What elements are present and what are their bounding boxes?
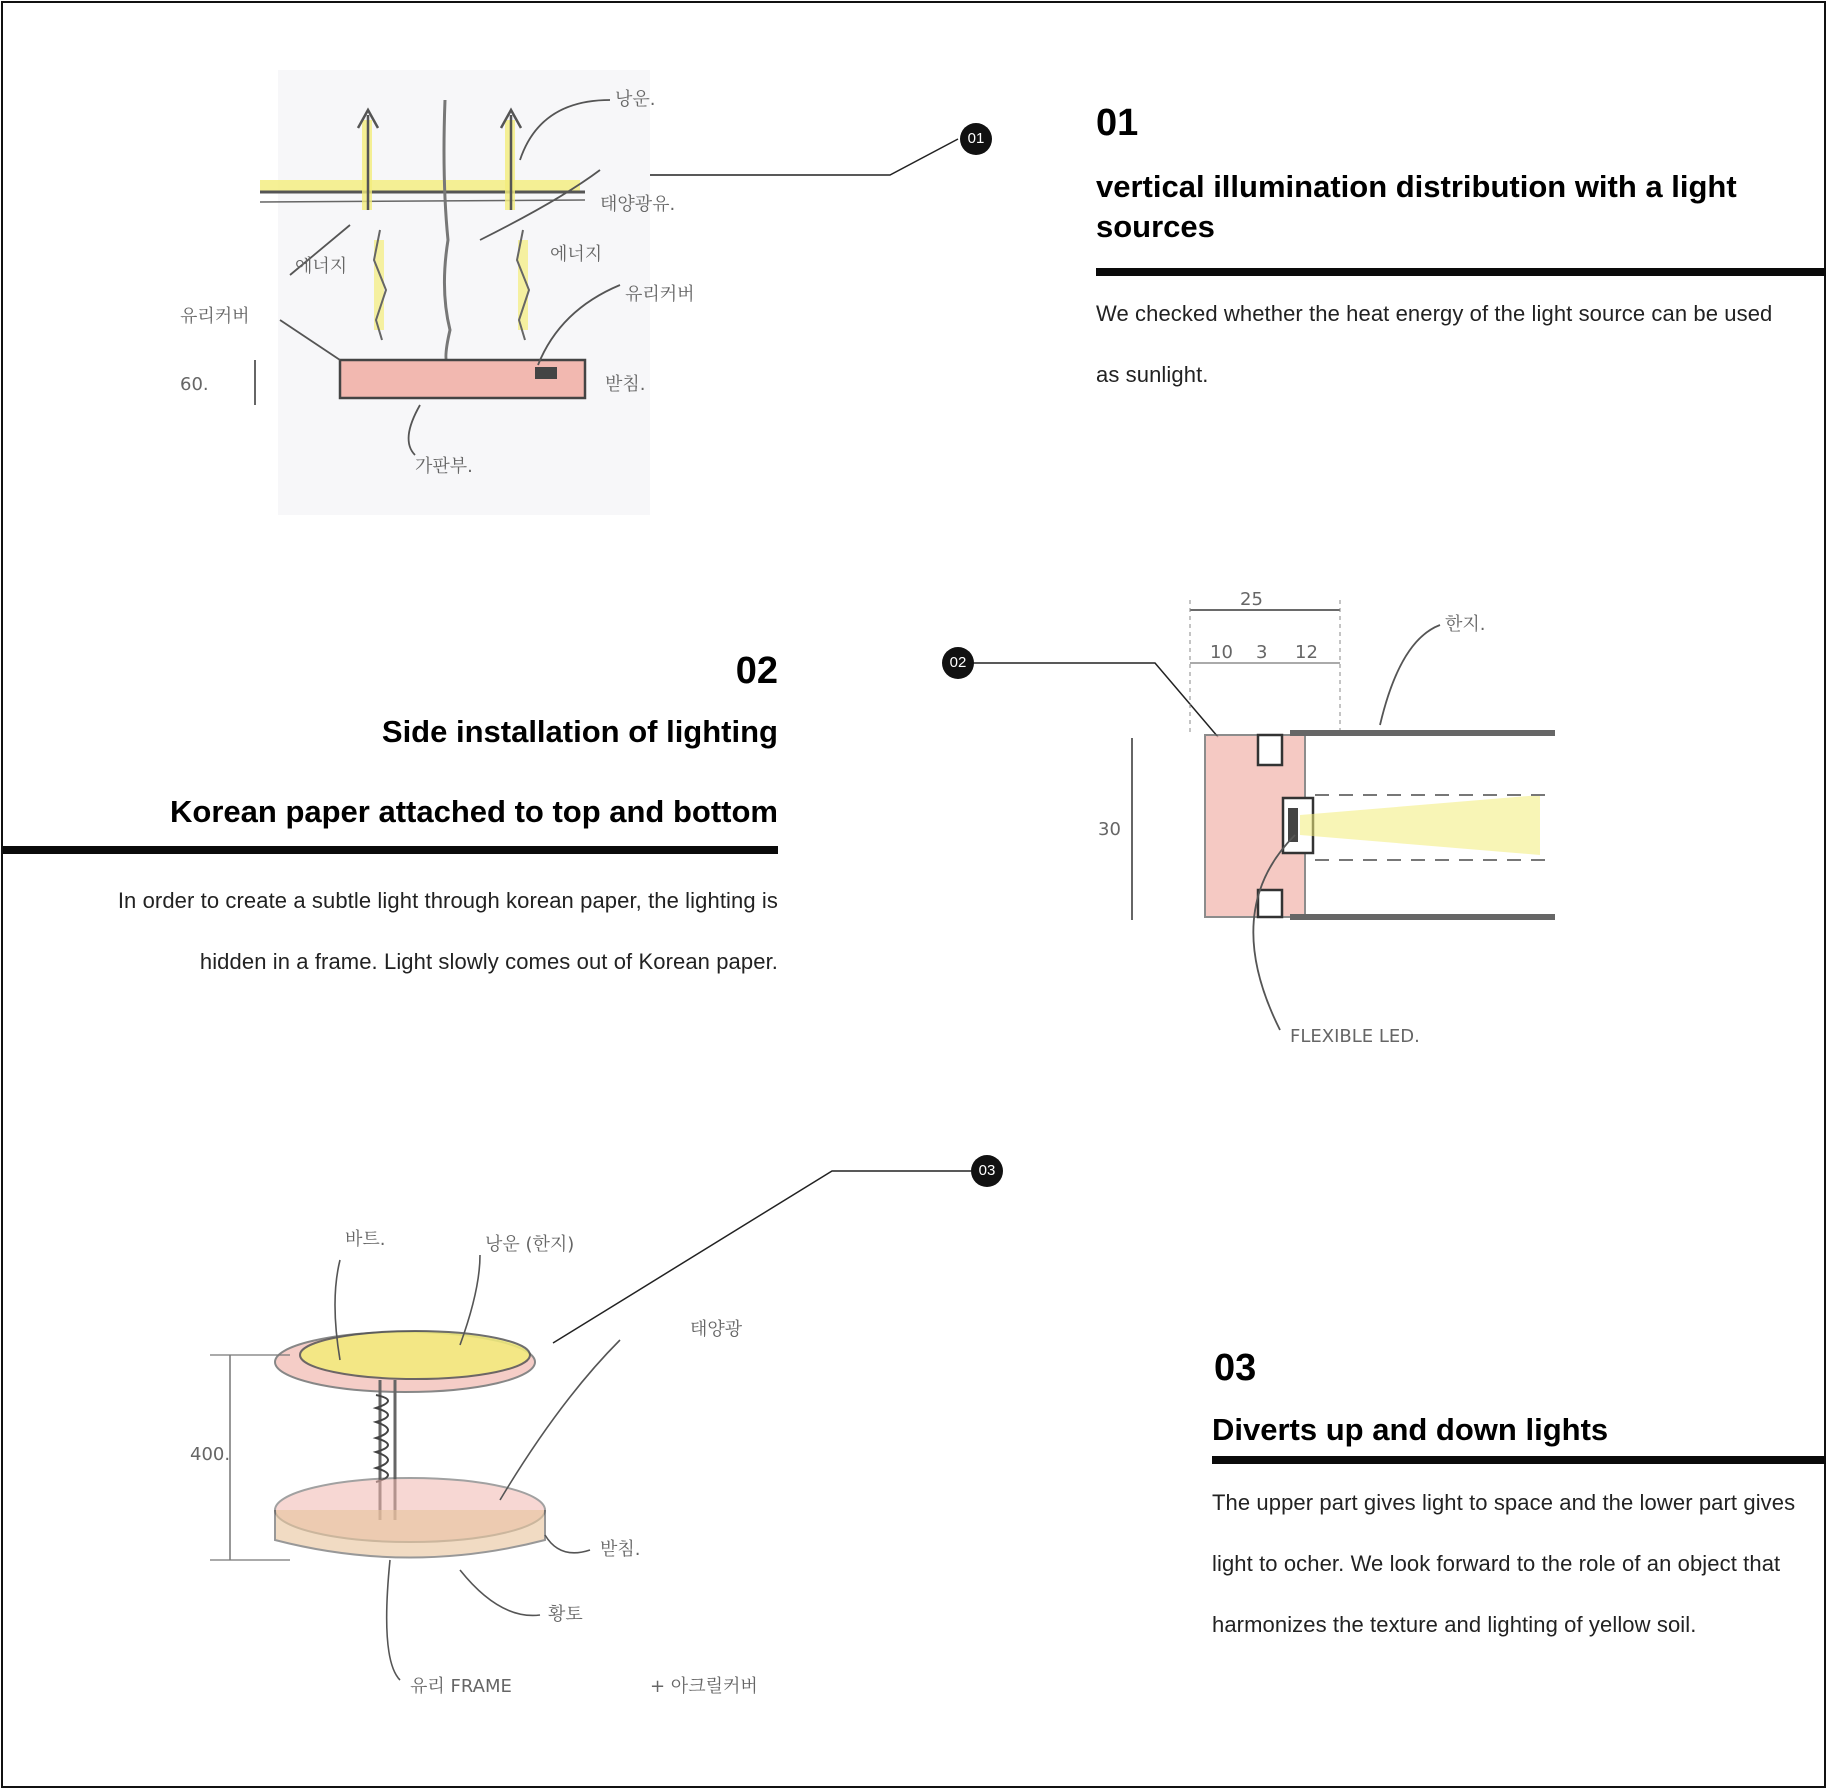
sketch-02-curve-top (1380, 625, 1440, 725)
sketch-02-label-3: 12 (1295, 642, 1318, 663)
section-01-rule (1096, 268, 1826, 276)
sketch-03-bottom-disc-side (275, 1510, 545, 1558)
sketch-02-slot-top (1258, 735, 1282, 765)
callout-badge-02: 02 (942, 647, 974, 679)
sketch-02-light-beam (1300, 795, 1540, 855)
section-01-number: 01 (1096, 102, 1139, 144)
sketch-03-label-7: + 아크릴커버 (650, 1676, 758, 1697)
sketch-02-label-5: 30 (1098, 819, 1121, 840)
sketch-02-label-4: 한지. (1445, 614, 1486, 635)
sketch-03-perspective-drawing (180, 1180, 860, 1720)
sketch-02-label-2: 3 (1256, 642, 1268, 663)
sketch-01-label-7: 받침. (605, 374, 646, 395)
sketch-03-coil (376, 1395, 388, 1482)
sketch-02-label-1: 10 (1210, 642, 1233, 663)
sketch-03-label-3: 400. (190, 1444, 231, 1465)
sketch-01-label-2: 에너지 (295, 256, 348, 277)
section-03-rule (1212, 1456, 1826, 1464)
sketch-01-label-1: 태양광유. (600, 194, 676, 215)
sketch-03-leader-5 (460, 1570, 540, 1615)
sketch-03-label-6: 유리 FRAME (410, 1676, 512, 1697)
sketch-03-label-1: 낭운 (한지) (485, 1234, 575, 1255)
section-02-body: In order to create a subtle light through korean paper, the lighting is hidden in a frame. Light slowly comes out of Korean paper. (117, 888, 778, 974)
sketch-01-label-0: 낭운. (615, 89, 656, 110)
sketch-02-slot-bottom (1258, 890, 1282, 917)
section-02-number: 02 (735, 650, 778, 692)
section-01-body: We checked whether the heat energy of the light source can be used as sunlight. (1096, 301, 1773, 387)
sketch-01-paper (278, 70, 650, 515)
sketch-01-led (535, 367, 557, 379)
sketch-01-section-drawing (160, 60, 720, 520)
sketch-03-leader-2 (460, 1255, 480, 1345)
section-03-number: 03 (1214, 1347, 1257, 1389)
callout-badge-01: 01 (960, 123, 992, 155)
sketch-03-label-5: 황토 (548, 1604, 583, 1625)
sketch-01-label-4: 유리커버 (180, 306, 250, 327)
sketch-03-label-0: 바트. (345, 1229, 386, 1250)
section-02-rule (3, 846, 778, 854)
sketch-03-leader-4 (545, 1535, 590, 1553)
section-03-title: Diverts up and down lights (1212, 1412, 1609, 1447)
sketch-02-detail-drawing (1080, 580, 1640, 1060)
section-03-body: The upper part gives light to space and the lower part gives light to ocher. We look forward to the role of an object that harmonizes the texture and lighting of yellow soil. (1212, 1490, 1796, 1637)
section-01-title: vertical illumination distribution with a light sources (1096, 169, 1737, 244)
sketch-03-leader-6 (387, 1560, 400, 1680)
sketch-03-label-4: 받침. (600, 1539, 641, 1560)
sketch-02-label-0: 25 (1240, 589, 1263, 610)
sketch-01-label-3: 에너지 (550, 244, 603, 265)
sketch-03-label-2: 태양광 (690, 1319, 743, 1340)
sketch-01-label-6: 60. (180, 374, 209, 395)
callout-badge-03: 03 (971, 1155, 1003, 1187)
section-02-title-line1: Side installation of lighting (381, 714, 778, 749)
sketch-01-top-glow (260, 180, 580, 192)
section-02-title-line2: Korean paper attached to top and bottom (170, 794, 778, 829)
sketch-02-label-6: FLEXIBLE LED. (1290, 1026, 1420, 1047)
sketch-01-label-8: 가판부. (415, 456, 473, 477)
sketch-01-label-5: 유리커버 (625, 284, 695, 305)
sketch-03-top-disc (300, 1331, 530, 1379)
